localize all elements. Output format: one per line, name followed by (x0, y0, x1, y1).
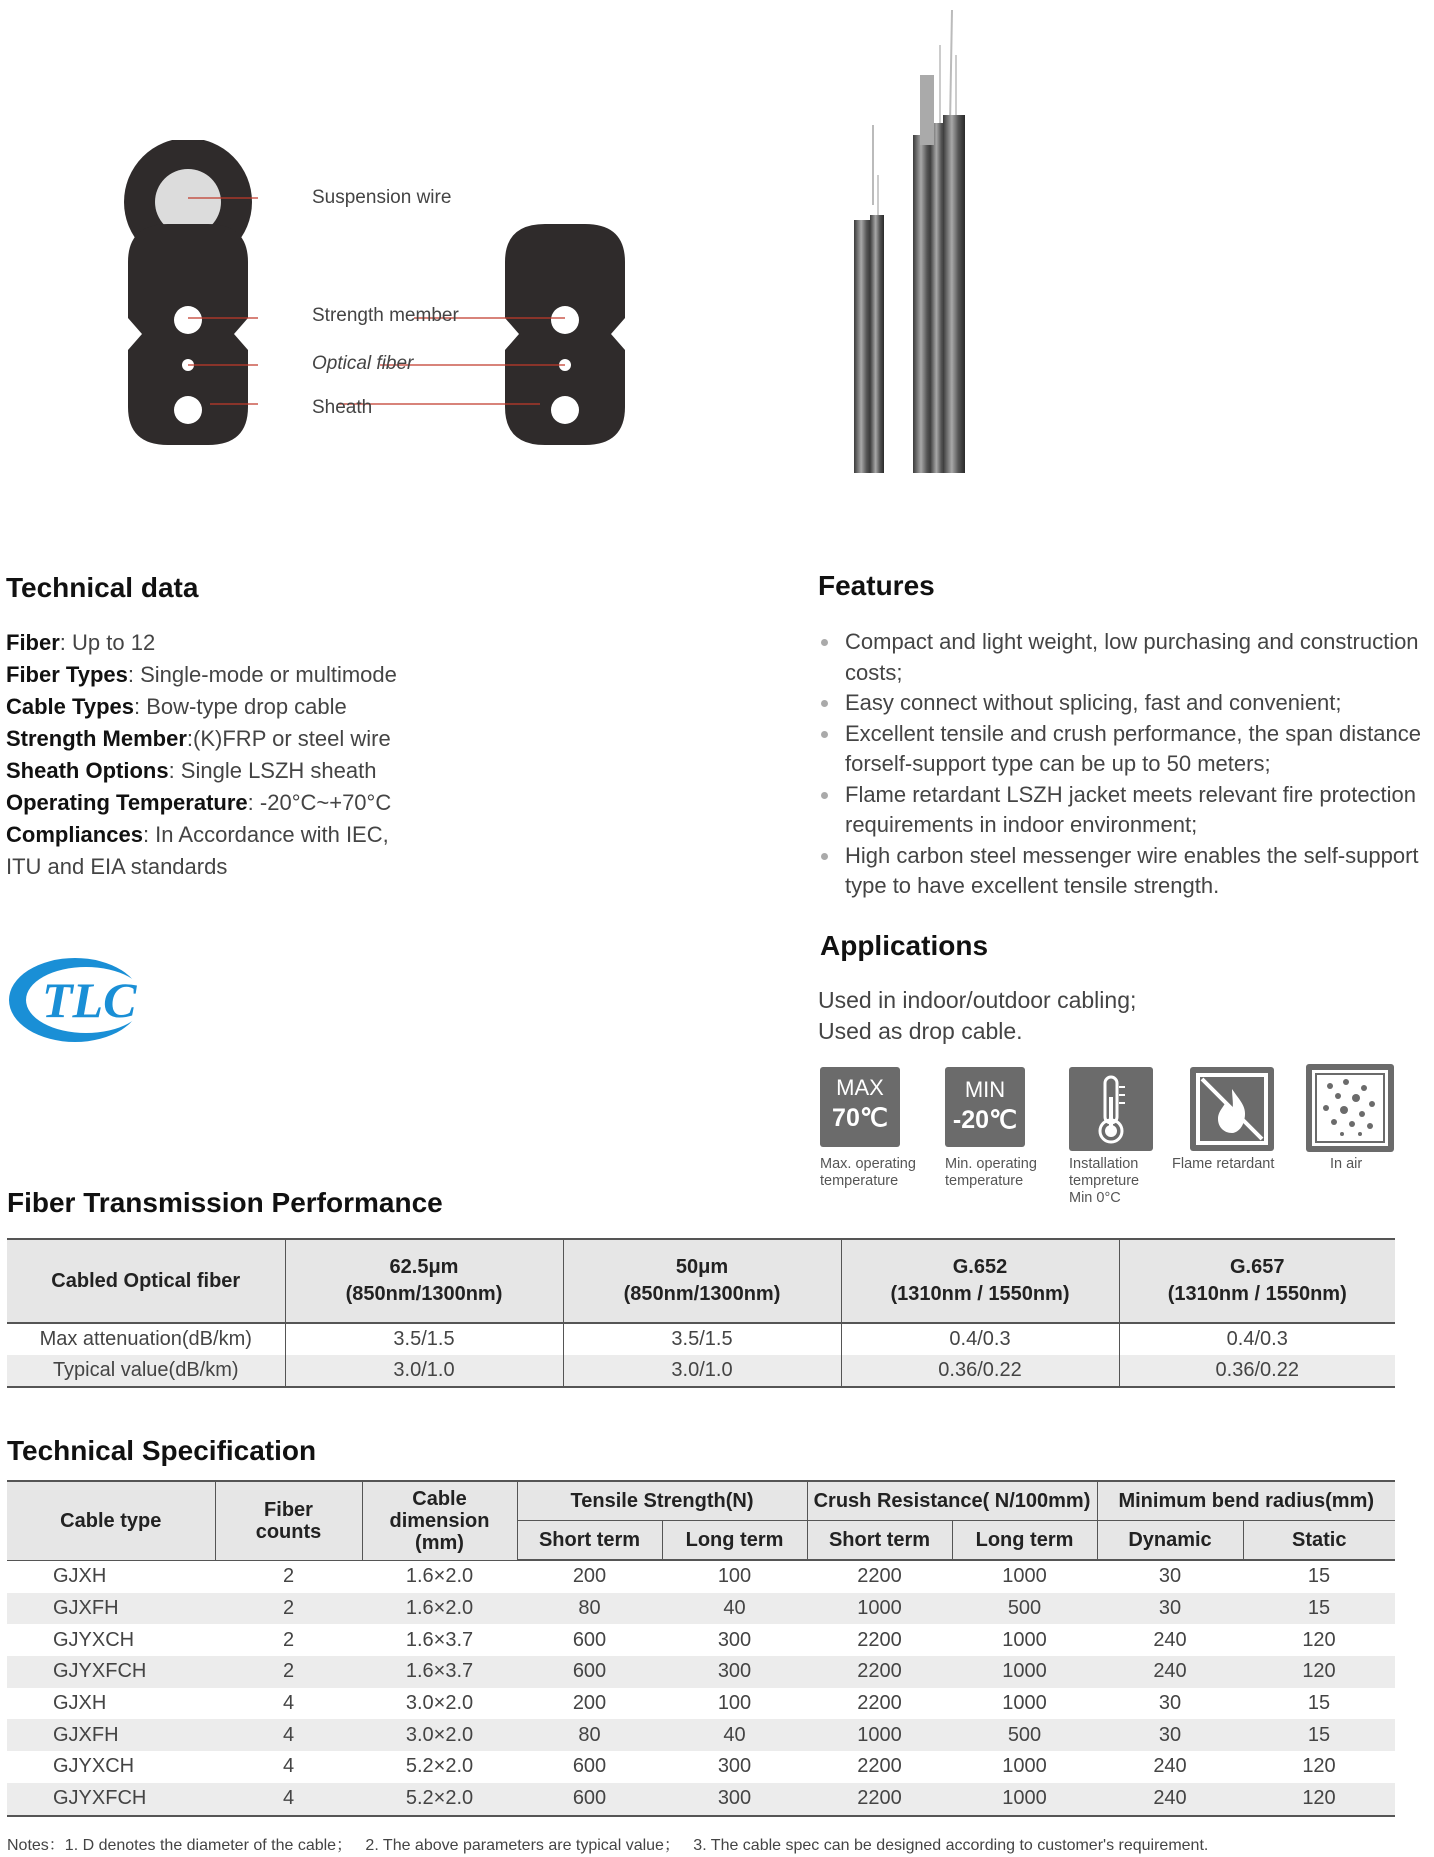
table-cell: 4 (282, 1692, 295, 1715)
feature-item: Excellent tensile and crush performance, the span distance forself-support type can be up to 50 meters; (818, 719, 1428, 780)
spec-header-dynamic: Dynamic (1097, 1521, 1243, 1561)
tech-item: Operating Temperature: -20°C~+70°C (6, 790, 392, 815)
table-row (7, 1323, 1395, 1355)
spec-header-short-term: Short term (517, 1521, 662, 1561)
table-row (7, 1355, 1395, 1387)
table-cell: 0.36/0.22 (841, 1355, 1119, 1387)
spec-header-cable-type: Cable type (7, 1481, 215, 1560)
table-cell: 80 (517, 1719, 662, 1751)
table-cell: 0.4/0.3 (1119, 1323, 1395, 1355)
spec-header-long-term: Long term (952, 1521, 1097, 1561)
table-cell: GJXFH (7, 1593, 215, 1625)
feature-item: Easy connect without splicing, fast and convenient; (818, 688, 1428, 719)
tech-item: Fiber: Up to 12 (6, 630, 156, 655)
perf-header-cell: G.652 (1310nm / 1550nm) (841, 1239, 1119, 1323)
perf-header-cell: 50μm (850nm/1300nm) (563, 1239, 841, 1323)
table-cell: 1000 (952, 1783, 1097, 1816)
tech-item: Compliances: In Accordance with IEC, (6, 822, 389, 847)
table-cell: 4 (282, 1755, 295, 1778)
table-cell: 0.36/0.22 (1119, 1355, 1395, 1387)
flame-retardant-caption: Flame retardant (1172, 1156, 1275, 1172)
logo-swoosh (6, 955, 144, 1045)
table-row (7, 1656, 1395, 1688)
table-cell: 2 (282, 1565, 295, 1588)
table-cell: 240 (1153, 1628, 1187, 1651)
table-cell: 2200 (857, 1692, 902, 1715)
table-cell: 120 (1243, 1783, 1395, 1816)
table-cell: 30 (1097, 1719, 1243, 1751)
table-cell: 1.6×2.0 (362, 1593, 517, 1625)
spec-header-dimension: Cable dimension (mm) (362, 1481, 517, 1560)
table-cell: 5.2×2.0 (362, 1783, 517, 1816)
table-cell: 2200 (857, 1565, 902, 1588)
table-cell: 3.0×2.0 (405, 1692, 474, 1715)
table-cell: 1000 (1002, 1755, 1047, 1778)
table-cell: 240 (1097, 1783, 1243, 1816)
table-cell: 2200 (857, 1755, 902, 1778)
table-cell: 3.0/1.0 (563, 1355, 841, 1387)
table-cell: GJXFH (7, 1719, 215, 1751)
table-cell: 30 (1158, 1565, 1182, 1588)
table-cell: GJYXCH (53, 1755, 135, 1778)
table-cell: 300 (662, 1783, 807, 1816)
table-cell: 120 (1302, 1628, 1336, 1651)
table-cell: 300 (717, 1755, 752, 1778)
table-cell: 200 (572, 1692, 607, 1715)
installation-temp-caption: Installation tempreture Min 0°C (1069, 1156, 1140, 1206)
applications-title: Applications (820, 930, 989, 961)
table-cell: 80 (517, 1593, 662, 1625)
tech-item: Sheath Options: Single LSZH sheath (6, 758, 377, 783)
table-cell: 3.0×2.0 (362, 1719, 517, 1751)
table-cell: 600 (572, 1628, 607, 1651)
min-temp-icon: MIN -20℃ (945, 1067, 1025, 1147)
table-row (7, 1593, 1395, 1625)
table-cell: 1.6×3.7 (362, 1656, 517, 1688)
tech-item: Fiber Types: Single-mode or multimode (6, 662, 397, 687)
spec-header-bend: Minimum bend radius(mm) (1097, 1481, 1395, 1521)
table-cell: 2200 (807, 1656, 952, 1688)
specification-title: Technical Specification (7, 1435, 317, 1466)
table-row (7, 1783, 1395, 1816)
table-row (7, 1560, 1395, 1593)
table-cell: 1000 (1002, 1692, 1047, 1715)
table-cell: 300 (717, 1628, 752, 1651)
table-row (7, 1688, 1395, 1720)
table-cell: 3.0/1.0 (285, 1355, 563, 1387)
label-strength-member: Strength member (312, 305, 459, 326)
perf-header-cell: Cabled Optical fiber (7, 1239, 285, 1323)
table-cell: 40 (662, 1719, 807, 1751)
max-temp-caption: Max. operating temperature (820, 1156, 916, 1189)
table-cell: 1000 (807, 1593, 952, 1625)
performance-header-row (7, 1239, 1395, 1323)
table-cell: GJYXFCH (7, 1656, 215, 1688)
table-cell: 600 (517, 1783, 662, 1816)
table-cell: Max attenuation(dB/km) (39, 1328, 252, 1350)
label-suspension-wire: Suspension wire (312, 187, 452, 208)
tech-item-continuation: ITU and EIA standards (6, 854, 228, 879)
tlc-logo (6, 955, 144, 1045)
table-cell: 120 (1243, 1656, 1395, 1688)
table-cell: GJYXFCH (7, 1783, 215, 1816)
table-cell: 1000 (952, 1656, 1097, 1688)
application-line: Used as drop cable. (818, 1018, 1023, 1044)
notes: Notes：1. D denotes the diameter of the cable； 2. The above parameters are typical value； 3. The cable spec can be designed according to customer's requirement. (7, 1837, 1209, 1854)
table-cell: 4 (215, 1719, 362, 1751)
table-cell: GJXH (53, 1692, 107, 1715)
table-cell: Typical value(dB/km) (7, 1355, 285, 1387)
applications-text (818, 985, 1136, 1047)
table-cell: 100 (717, 1565, 752, 1588)
feature-item: High carbon steel messenger wire enables the self-support type to have excellent tensile strength. (818, 841, 1428, 902)
table-cell: 300 (662, 1656, 807, 1688)
table-cell: 4 (215, 1783, 362, 1816)
table-cell: GJYXCH (53, 1628, 135, 1651)
spec-header-row (7, 1481, 1395, 1521)
non-self-support-cable-section (505, 224, 625, 445)
spec-body (7, 1560, 1395, 1816)
table-cell: 30 (1158, 1692, 1182, 1715)
label-sheath: Sheath (312, 397, 373, 418)
table-cell: 500 (952, 1719, 1097, 1751)
label-optical-fiber: Optical fiber (312, 353, 414, 374)
table-row (7, 1624, 1395, 1656)
table-cell: 1.6×3.7 (405, 1628, 474, 1651)
max-temp-icon: MAX 70℃ (820, 1067, 900, 1147)
table-cell: 2 (215, 1656, 362, 1688)
table-cell: 600 (517, 1656, 662, 1688)
spec-header-long-term: Long term (662, 1521, 807, 1561)
table-cell: 15 (1307, 1692, 1331, 1715)
in-air-caption: In air (1330, 1156, 1363, 1172)
table-cell: 2 (282, 1628, 295, 1651)
table-cell: 240 (1153, 1755, 1187, 1778)
table-cell: 500 (952, 1593, 1097, 1625)
table-cell: GJXH (53, 1565, 107, 1588)
min-temp-caption: Min. operating temperature (945, 1156, 1037, 1189)
self-support-cable-section (124, 140, 252, 445)
cable-photo (840, 5, 990, 475)
table-cell: 200 (572, 1565, 607, 1588)
table-cell: 1000 (807, 1719, 952, 1751)
performance-title: Fiber Transmission Performance (7, 1187, 443, 1218)
table-row (7, 1719, 1395, 1751)
features-title: Features (818, 570, 935, 601)
table-cell: 15 (1243, 1719, 1395, 1751)
spec-header-crush: Crush Resistance( N/100mm) (807, 1481, 1097, 1521)
tech-item: Strength Member:(K)FRP or steel wire (6, 726, 391, 751)
spec-header-fiber-counts: Fiber counts (215, 1481, 362, 1560)
table-cell: 600 (572, 1755, 607, 1778)
perf-header-cell: G.657 (1310nm / 1550nm) (1119, 1239, 1395, 1323)
performance-table (7, 1238, 1395, 1388)
features-list (818, 627, 1428, 902)
tech-item: Cable Types: Bow-type drop cable (6, 694, 347, 719)
spec-header-tensile: Tensile Strength(N) (517, 1481, 807, 1521)
table-cell: 2200 (807, 1783, 952, 1816)
perf-header-cell: 62.5μm (850nm/1300nm) (285, 1239, 563, 1323)
table-cell: 3.5/1.5 (285, 1323, 563, 1355)
table-cell: 1000 (1002, 1628, 1047, 1651)
table-cell: 3.5/1.5 (563, 1323, 841, 1355)
table-row (7, 1751, 1395, 1783)
table-cell: 100 (717, 1692, 752, 1715)
spec-header-short-term: Short term (807, 1521, 952, 1561)
table-cell: 30 (1097, 1593, 1243, 1625)
thermometer-icon (1069, 1067, 1153, 1151)
specification-table (7, 1480, 1395, 1817)
logo-text: TLC (42, 972, 137, 1028)
technical-data-list (6, 627, 566, 883)
table-cell: 15 (1243, 1593, 1395, 1625)
table-cell: 1000 (1002, 1565, 1047, 1588)
table-cell: 240 (1097, 1656, 1243, 1688)
technical-data-title: Technical data (6, 572, 199, 603)
table-cell: 0.4/0.3 (841, 1323, 1119, 1355)
table-cell: 5.2×2.0 (405, 1755, 474, 1778)
table-cell: 1.6×2.0 (405, 1565, 474, 1588)
flame-retardant-icon (1190, 1067, 1274, 1151)
in-air-icon (1306, 1064, 1394, 1152)
table-cell: 15 (1307, 1565, 1331, 1588)
spec-header-static: Static (1243, 1521, 1395, 1561)
table-cell: 2200 (857, 1628, 902, 1651)
application-line: Used in indoor/outdoor cabling; (818, 987, 1137, 1013)
feature-item: Compact and light weight, low purchasing and construction costs; (818, 627, 1428, 688)
table-cell: 40 (662, 1593, 807, 1625)
table-cell: 120 (1302, 1755, 1336, 1778)
table-cell: 2 (215, 1593, 362, 1625)
feature-item: Flame retardant LSZH jacket meets relevant fire protection requirements in indoor environment; (818, 780, 1428, 841)
